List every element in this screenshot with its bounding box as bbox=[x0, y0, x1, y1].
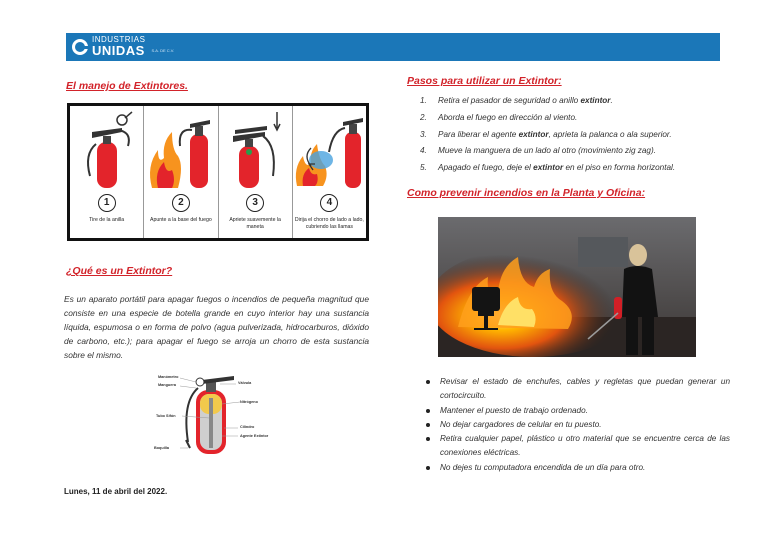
squeeze-handle-icon bbox=[219, 106, 293, 194]
label-valvula: Válvula bbox=[238, 381, 252, 385]
label-agente: Agente Extintor bbox=[240, 434, 269, 438]
logo-ring-icon bbox=[72, 39, 88, 55]
list-item: 2. Aborda el fuego en dirección al viento. bbox=[420, 112, 578, 122]
list-item: No dejes tu computadora encendida de un día para otro. bbox=[425, 461, 730, 475]
label-boquilla: Boquilla bbox=[154, 446, 169, 450]
list-item: Mantener el puesto de trabajo ordenado. bbox=[425, 404, 730, 418]
list-item: 1. Retira el pasador de seguridad o anillo extintor. bbox=[420, 96, 613, 105]
label-cilindro: Cilindro bbox=[240, 425, 255, 429]
title-manejo: El manejo de Extintores. bbox=[66, 80, 188, 92]
date-line: Lunes, 11 de abril del 2022. bbox=[64, 487, 168, 496]
header-bar bbox=[66, 33, 720, 61]
panel-step-1 bbox=[70, 106, 144, 238]
sweep-side-icon bbox=[293, 106, 367, 194]
logo-small-text: S.A. DE C.V. bbox=[151, 48, 175, 53]
panel-step-3 bbox=[219, 106, 293, 238]
office-fire-illustration bbox=[438, 217, 696, 357]
aim-base-icon bbox=[144, 106, 218, 194]
prevention-list bbox=[425, 375, 730, 475]
list-item: Revisar el estado de enchufes, cables y regletas que puedan generar un cortocircuito. bbox=[425, 375, 730, 404]
extinguisher-steps-panel bbox=[67, 103, 369, 241]
panel-step-2 bbox=[144, 106, 218, 238]
office-fire-photo bbox=[438, 217, 696, 357]
logo-top-text: INDUSTRIAS bbox=[92, 35, 146, 44]
list-item: Retira cualquier papel, plástico u otro material que se encuentre cerca de las conexiones eléctricas. bbox=[425, 432, 730, 461]
title-que-es: ¿Qué es un Extintor? bbox=[66, 265, 173, 277]
title-pasos: Pasos para utilizar un Extintor: bbox=[407, 75, 562, 87]
step-caption: Tire de la anilla bbox=[89, 217, 125, 223]
step-caption: Apriete suavemente la maneta bbox=[229, 217, 281, 231]
label-manguera: Manguera bbox=[158, 383, 176, 387]
step-number: 2 bbox=[172, 194, 190, 212]
label-tubo-sifon: Tubo Sifón bbox=[156, 414, 176, 418]
list-item: 3. Para liberar el agente extintor, aprieta la palanca o ala superior. bbox=[420, 129, 672, 139]
step-number: 3 bbox=[246, 194, 264, 212]
label-manometro: Manómetro bbox=[158, 375, 179, 379]
label-nitrogeno: Nitrógeno bbox=[240, 400, 258, 404]
list-item: 4. Mueve la manguera de un lado al otro (movimiento zig zag). bbox=[420, 146, 656, 156]
description-paragraph: Es un aparato portátil para apagar fuegos o incendios de pequeña magnitud que consiste en una especie de botella grande en cuyo interior hay una sustancia líquida, espumosa o en forma de polvo (agua pulverizada, hidrocarburos, dióxido de carbono, etc.); para apagar el fuego se arroja un chorro de esta sustancia sobre el mismo. bbox=[64, 294, 369, 360]
panel-step-4 bbox=[293, 106, 366, 238]
company-logo bbox=[72, 36, 174, 57]
list-item: 5. Apagado el fuego, deje el extintor en el piso en forma horizontal. bbox=[420, 163, 676, 173]
title-prevenir: Como prevenir incendios en la Planta y Oficina: bbox=[407, 187, 646, 199]
steps-list bbox=[420, 93, 720, 177]
pull-pin-icon bbox=[70, 106, 144, 194]
step-caption: Apunte a la base del fuego bbox=[150, 217, 212, 223]
step-number: 1 bbox=[98, 194, 116, 212]
step-caption: Dirija el chorro de lado a lado, cubriendo las llamas bbox=[294, 217, 364, 231]
extinguisher-diagram bbox=[152, 372, 280, 460]
list-item: No dejar cargadores de celular en tu puesto. bbox=[425, 418, 730, 432]
logo-bottom-text: UNIDAS bbox=[92, 43, 145, 58]
step-number: 4 bbox=[320, 194, 338, 212]
